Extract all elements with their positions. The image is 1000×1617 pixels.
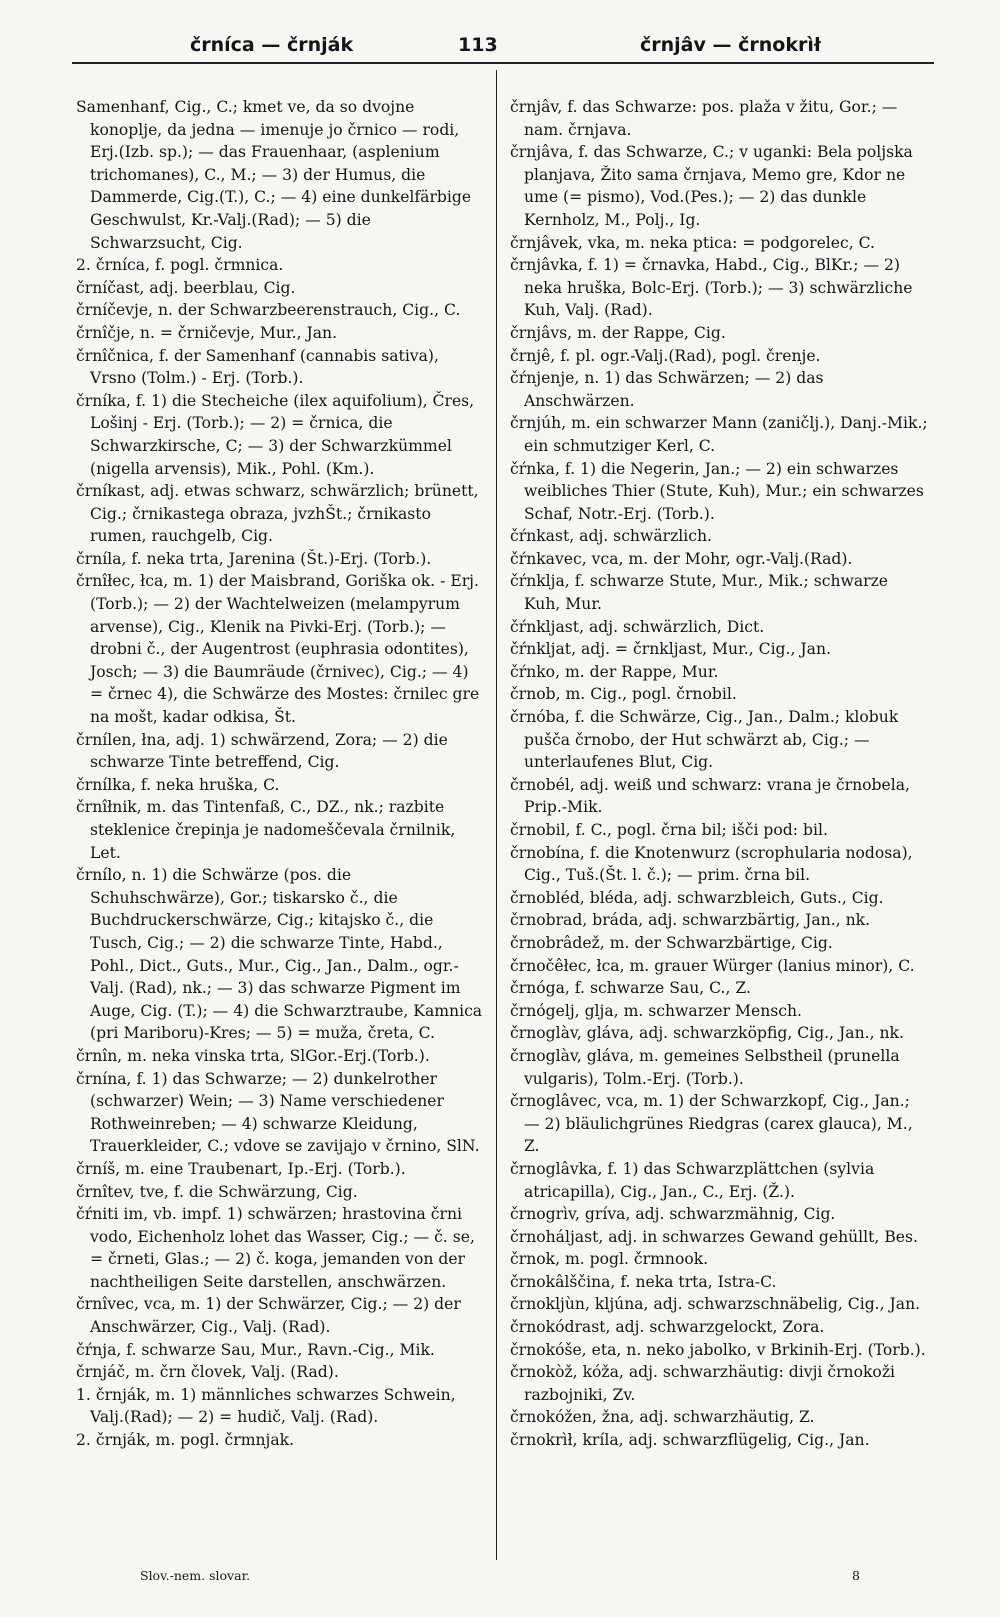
header-left-guideword: črníca — črnják bbox=[190, 34, 354, 56]
dictionary-entry: črnokóše, eta, n. neko jabolko, v Brkinih-Erj. (Torb.). bbox=[510, 1340, 926, 1359]
dictionary-entry: črnok, m. pogl. črmnook. bbox=[510, 1250, 709, 1269]
footer-signature: Slov.-nem. slovar. bbox=[140, 1568, 251, 1583]
dictionary-entry: črnoglàv, gláva, m. gemeines Selbstheil (prunella vulgaris), Tolm.-Erj. (Torb.). bbox=[510, 1046, 900, 1088]
dictionary-entry: čŕniti im, vb. impf. 1) schwärzen; hrastovina črni vodo, Eichenholz lohet das Wasser, Cig.; — č. se, = črneti, Glas.; — 2) č. koga, jemanden von der nachtheiligen Seite darstellen, anschwärzen. bbox=[76, 1205, 475, 1291]
dictionary-entry: čŕnka, f. 1) die Negerin, Jan.; — 2) ein schwarzes weibliches Thier (Stute, Kuh), Mur.; ein schwarzes Schaf, Notr.-Erj. (Torb.). bbox=[510, 459, 924, 523]
dictionary-entry: črnîłec, łca, m. 1) der Maisbrand, Goriška ok. - Erj. (Torb.); — 2) der Wachtelweizen (melampyrum arvense), Cig., Klenik na Pivki-Erj. (Torb.); — drobni č., der Augentrost (euphrasia odontites), Josch; — 3) die Baumräude (črnivec), Cig.; — 4) = črnec 4), die Schwärze des Mostes: črnilec gre na mošt, kadar odkisa, Št. bbox=[76, 572, 480, 727]
dictionary-entry: črnjâv, f. das Schwarze: pos. plaža v žitu, Gor.; — nam. črnjava. bbox=[510, 98, 898, 139]
dictionary-entry: črníčast, adj. beerblau, Cig. bbox=[76, 278, 296, 297]
header-rule bbox=[72, 62, 934, 64]
dictionary-entry: črnoglâvec, vca, m. 1) der Schwarzkopf, Cig., Jan.; — 2) bläulichgrünes Riedgras (carex glauca), M., Z. bbox=[510, 1092, 913, 1156]
dictionary-entry: črnogrìv, gríva, adj. schwarzmähnig, Cig. bbox=[510, 1205, 836, 1224]
dictionary-entry: črníčevje, n. der Schwarzbeerenstrauch, Cig., C. bbox=[76, 301, 461, 320]
dictionary-entry: črnógelj, glja, m. schwarzer Mensch. bbox=[510, 1001, 802, 1020]
dictionary-entry: čŕnja, f. schwarze Sau, Mur., Ravn.-Cig., Mik. bbox=[76, 1340, 435, 1359]
dictionary-entry: črnobrad, bráda, adj. schwarzbärtig, Jan., nk. bbox=[510, 911, 871, 930]
dictionary-entry: črnoglàv, gláva, adj. schwarzköpfig, Cig., Jan., nk. bbox=[510, 1024, 904, 1043]
dictionary-entry: črnob, m. Cig., pogl. črnobil. bbox=[510, 685, 737, 704]
dictionary-entry: črnjâvek, vka, m. neka ptica: = podgorelec, C. bbox=[510, 233, 876, 252]
dictionary-entry: črnjâvs, m. der Rappe, Cig. bbox=[510, 323, 726, 342]
dictionary-entry: čŕnjenje, n. 1) das Schwärzen; — 2) das Anschwärzen. bbox=[510, 369, 824, 410]
dictionary-entry: Samenhanf, Cig., C.; kmet ve, da so dvojne konoplje, da jedna — imenuje jo črnico — rodi, Erj.(Izb. sp.); — das Frauenhaar, (asplenium trichomanes), C., M.; — 3) der Humus, die Dammerde, Cig.(T.), C.; — 4) eine dunkelfärbige Geschwulst, Kr.-Valj.(Rad); — 5) die Schwarzsucht, Cig. bbox=[76, 98, 472, 252]
dictionary-entry: črnîčje, n. = črničevje, Mur., Jan. bbox=[76, 323, 338, 342]
dictionary-entry: čŕnko, m. der Rappe, Mur. bbox=[510, 662, 719, 681]
dictionary-entry: 2. črníca, f. pogl. črmnica. bbox=[76, 256, 284, 275]
dictionary-entry: črnîčnica, f. der Samenhanf (cannabis sativa), Vrsno (Tolm.) - Erj. (Torb.). bbox=[76, 346, 439, 388]
dictionary-entry: čŕnkljat, adj. = črnkljast, Mur., Cig., Jan. bbox=[510, 640, 831, 659]
dictionary-entry: črnjâva, f. das Schwarze, C.; v uganki: Bela poljska planjava, Žito sama črnjava, Memo gre, Kdor ne ume (= pismo), Vod.(Pes.); — 2) das dunkle Kernholz, M., Polj., Ig. bbox=[510, 143, 913, 229]
dictionary-entry: črnočêłec, łca, m. grauer Würger (lanius minor), C. bbox=[510, 956, 915, 975]
dictionary-entry: črnokòž, kóža, adj. schwarzhäutig: divji črnokoži razbojniki, Zv. bbox=[510, 1363, 896, 1404]
dictionary-entry: črnîvec, vca, m. 1) der Schwärzer, Cig.; — 2) der Anschwärzer, Cig., Valj. (Rad). bbox=[76, 1295, 461, 1337]
dictionary-entry: črnokljùn, kljúna, adj. schwarzschnäbelig, Cig., Jan. bbox=[510, 1295, 921, 1314]
dictionary-entry: črnóba, f. die Schwärze, Cig., Jan., Dalm.; klobuk pušča črnobo, der Hut schwärzt ab, Cig.; — unterlaufenes Blut, Cig. bbox=[510, 708, 899, 772]
header-right-guideword: črnjâv — črnokrìł bbox=[640, 34, 821, 56]
dictionary-entry: črnobína, f. die Knotenwurz (scrophularia nodosa), Cig., Tuš.(Št. l. č.); — prim. črna bil. bbox=[510, 843, 913, 885]
dictionary-entry: črnjâvka, f. 1) = črnavka, Habd., Cig., BlKr.; — 2) neka hruška, Bolc-Erj. (Torb.); — 3) schwärzliche Kuh, Valj. (Rad). bbox=[510, 256, 913, 320]
dictionary-entry: črnokrìł, kríla, adj. schwarzflügelig, Cig., Jan. bbox=[510, 1431, 870, 1450]
dictionary-entry: črnokâlščina, f. neka trta, Istra-C. bbox=[510, 1272, 777, 1291]
dictionary-entry: črnoglâvka, f. 1) das Schwarzplättchen (sylvia atricapilla), Cig., Jan., C., Erj. (Ž.). bbox=[510, 1159, 875, 1201]
dictionary-entry: črnobil, f. C., pogl. črna bil; išči pod: bil. bbox=[510, 821, 828, 839]
dictionary-entry: črnobléd, bléda, adj. schwarzbleich, Guts., Cig. bbox=[510, 888, 884, 907]
dictionary-entry: črnjúh, m. ein schwarzer Mann (zaničlj.), Danj.-Mik.; ein schmutziger Kerl, C. bbox=[510, 414, 928, 455]
left-column bbox=[76, 96, 486, 1452]
dictionary-entry: čŕnkljast, adj. schwärzlich, Dict. bbox=[510, 617, 765, 636]
dictionary-entry: črnîtev, tve, f. die Schwärzung, Cig. bbox=[76, 1182, 358, 1201]
dictionary-entry: črníš, m. eine Traubenart, Ip.-Erj. (Torb.). bbox=[76, 1159, 406, 1178]
dictionary-entry: črnílka, f. neka hruška, C. bbox=[76, 775, 280, 794]
dictionary-entry: črníka, f. 1) die Stecheiche (ilex aquifolium), Čres, Lošinj - Erj. (Torb.); — 2) = črnica, die Schwarzkirsche, C; — 3) der Schwarzkümmel (nigella arvensis), Mik., Pohl. (Km.). bbox=[76, 391, 475, 478]
page-number: 113 bbox=[458, 34, 498, 56]
dictionary-entry: črnîn, m. neka vinska trta, SlGor.-Erj.(Torb.). bbox=[76, 1046, 430, 1065]
dictionary-entry: črníla, f. neka trta, Jarenina (Št.)-Erj. (Torb.). bbox=[76, 549, 432, 568]
dictionary-entry: črnjê, f. pl. ogr.-Valj.(Rad), pogl. črenje. bbox=[510, 346, 821, 365]
dictionary-entry: čŕnkavec, vca, m. der Mohr, ogr.-Valj.(Rad). bbox=[510, 549, 853, 568]
footer-sheet-number: 8 bbox=[852, 1568, 860, 1583]
dictionary-entry: črnobrâdež, m. der Schwarzbärtige, Cig. bbox=[510, 933, 833, 952]
dictionary-entry: črnílo, n. 1) die Schwärze (pos. die Schuhschwärze), Gor.; tiskarsko č., die Buchdruckerschwärze, Cig.; kitajsko č., die Tusch, Cig.; — 2) die schwarze Tinte, Habd., Pohl., Dict., Guts., Mur., Cig., Jan., Dalm., ogr.-Valj. (Rad), nk.; — 3) das schwarze Pigment im Auge, Cig. (T.); — 4) die Schwarztraube, Kamnica (pri Mariboru)-Kres; — 5) = muža, čreta, C. bbox=[76, 866, 483, 1043]
dictionary-entry: črnokódrast, adj. schwarzgelockt, Zora. bbox=[510, 1318, 825, 1337]
dictionary-entry: črnílen, łna, adj. 1) schwärzend, Zora; — 2) die schwarze Tinte betreffend, Cig. bbox=[76, 730, 448, 772]
dictionary-entry: 2. črnják, m. pogl. črmnjak. bbox=[76, 1431, 295, 1450]
page-header bbox=[0, 26, 1000, 66]
dictionary-entry: črnóga, f. schwarze Sau, C., Z. bbox=[510, 979, 751, 998]
dictionary-entry: črníkast, adj. etwas schwarz, schwärzlich; brünett, Cig.; črnikastega obraza, jvzhŠt.; črnikasto rumen, rauchgelb, Cig. bbox=[76, 482, 479, 546]
dictionary-entry: črnjáč, m. črn človek, Valj. (Rad). bbox=[76, 1363, 339, 1382]
dictionary-entry: čŕnklja, f. schwarze Stute, Mur., Mik.; schwarze Kuh, Mur. bbox=[510, 572, 889, 614]
right-column bbox=[510, 96, 928, 1452]
dictionary-entry: čŕnkast, adj. schwärzlich. bbox=[510, 527, 712, 546]
column-divider bbox=[496, 70, 497, 1560]
dictionary-entry: 1. črnják, m. 1) männliches schwarzes Schwein, Valj.(Rad); — 2) = hudič, Valj. (Rad). bbox=[76, 1385, 456, 1427]
dictionary-entry: črnokóžen, žna, adj. schwarzhäutig, Z. bbox=[510, 1408, 815, 1427]
dictionary-entry: črnîłnik, m. das Tintenfaß, C., DZ., nk.; razbite steklenice črepinja je nadomeščevala črnilnik, Let. bbox=[76, 798, 456, 862]
dictionary-entry: črnoháljast, adj. in schwarzes Gewand gehüllt, Bes. bbox=[510, 1227, 918, 1246]
dictionary-entry: črnína, f. 1) das Schwarze; — 2) dunkelrother (schwarzer) Wein; — 3) Name verschiedener Rothweinreben; — 4) schwarze Kleidung, Trauerkleider, C.; vdove se zavijajo v črnino, SlN. bbox=[76, 1069, 480, 1156]
dictionary-entry: črnobél, adj. weiß und schwarz: vrana je črnobela, Prip.-Mik. bbox=[510, 775, 910, 817]
